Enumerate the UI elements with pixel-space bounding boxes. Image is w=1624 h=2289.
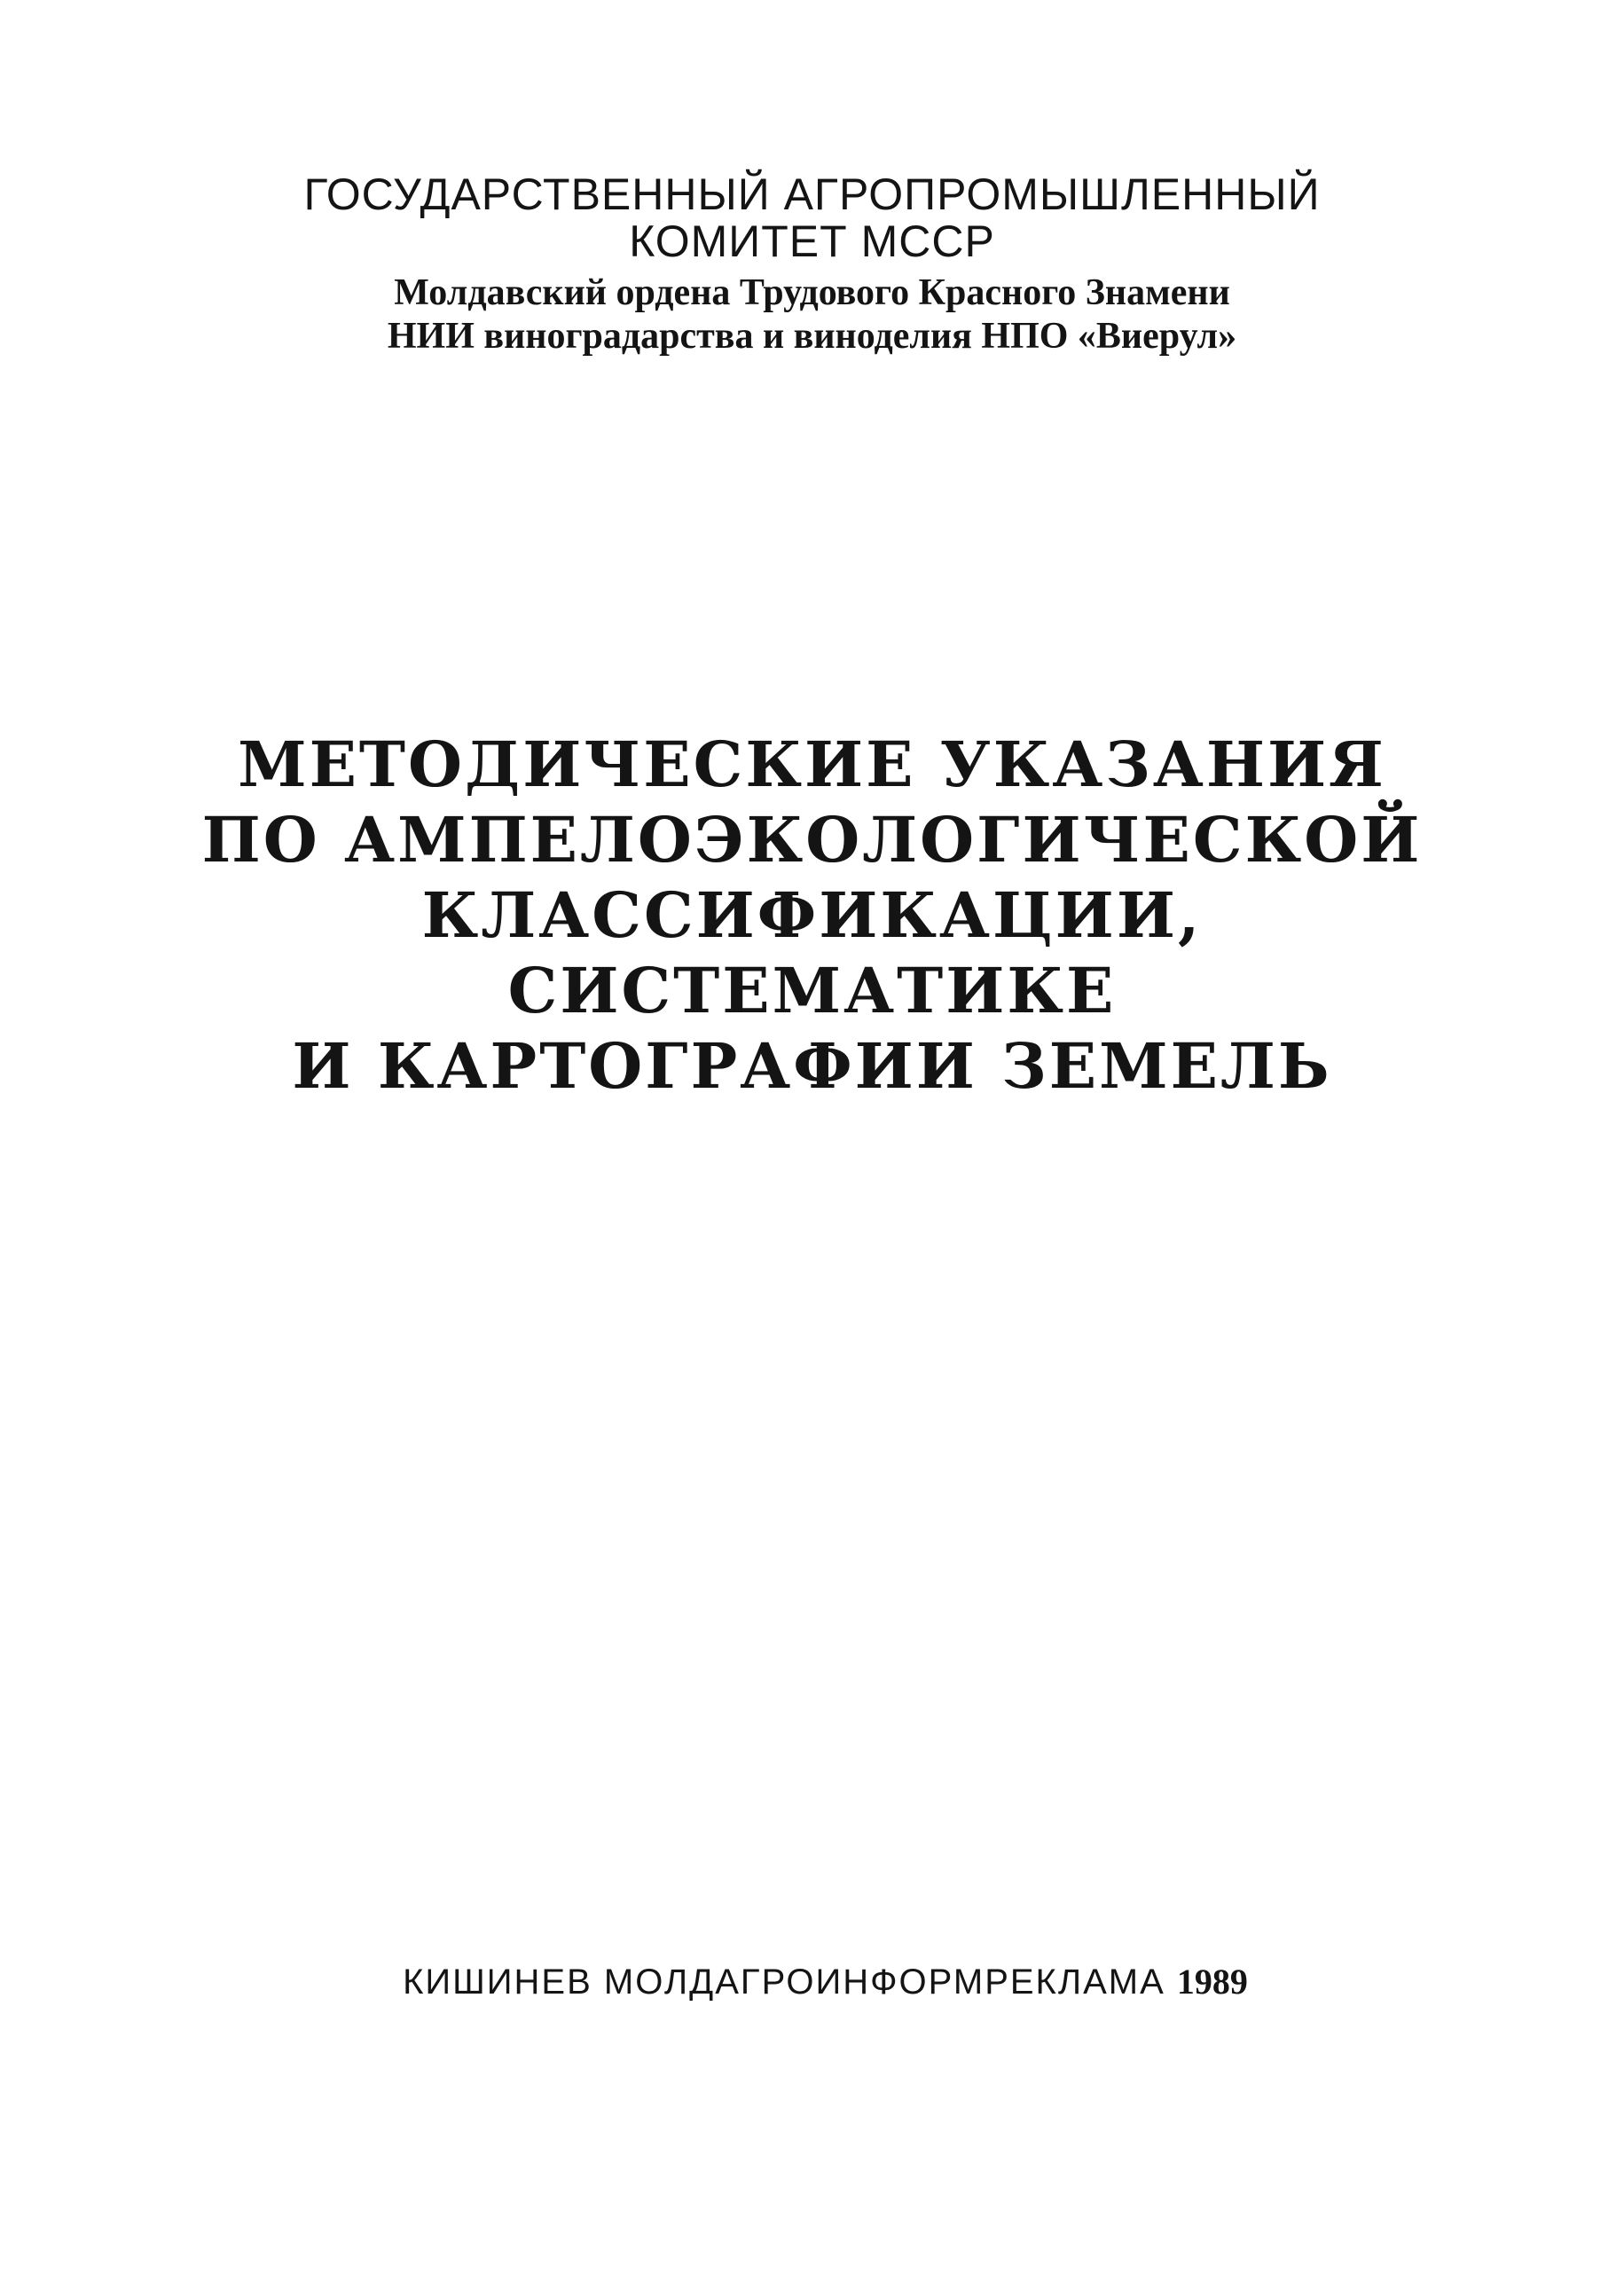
imprint-city: КИШИНЕВ [403,1963,592,2002]
publication-imprint [0,1961,1624,2002]
imprint-year: 1989 [1176,1962,1248,2002]
organization-name-line-2: КОМИТЕТ МССР [629,216,995,266]
document-title-line-5: И КАРТОГРАФИИ ЗЕМЕЛЬ [292,1029,1332,1103]
document-title-line-4: СИСТЕМАТИКЕ [507,954,1117,1027]
institute-name-line-2: НИИ виноградарства и виноделия НПО «Виерул» [387,316,1237,357]
imprint-publisher: МОЛДАГРОИНФОРМРЕКЛАМА [603,1963,1165,2002]
organization-name-line-1: ГОСУДАРСТВЕННЫЙ АГРОПРОМЫШЛЕННЫЙ [303,169,1321,219]
document-title-line-1: МЕТОДИЧЕСКИЕ УКАЗАНИЯ [238,728,1386,801]
document-title-line-2: ПО АМПЕЛОЭКОЛОГИЧЕСКОЙ [201,803,1423,877]
document-title-line-3: КЛАССИФИКАЦИИ, [421,878,1203,952]
institute-name-line-1: Молдавский ордена Трудового Красного Знамени [394,272,1230,313]
